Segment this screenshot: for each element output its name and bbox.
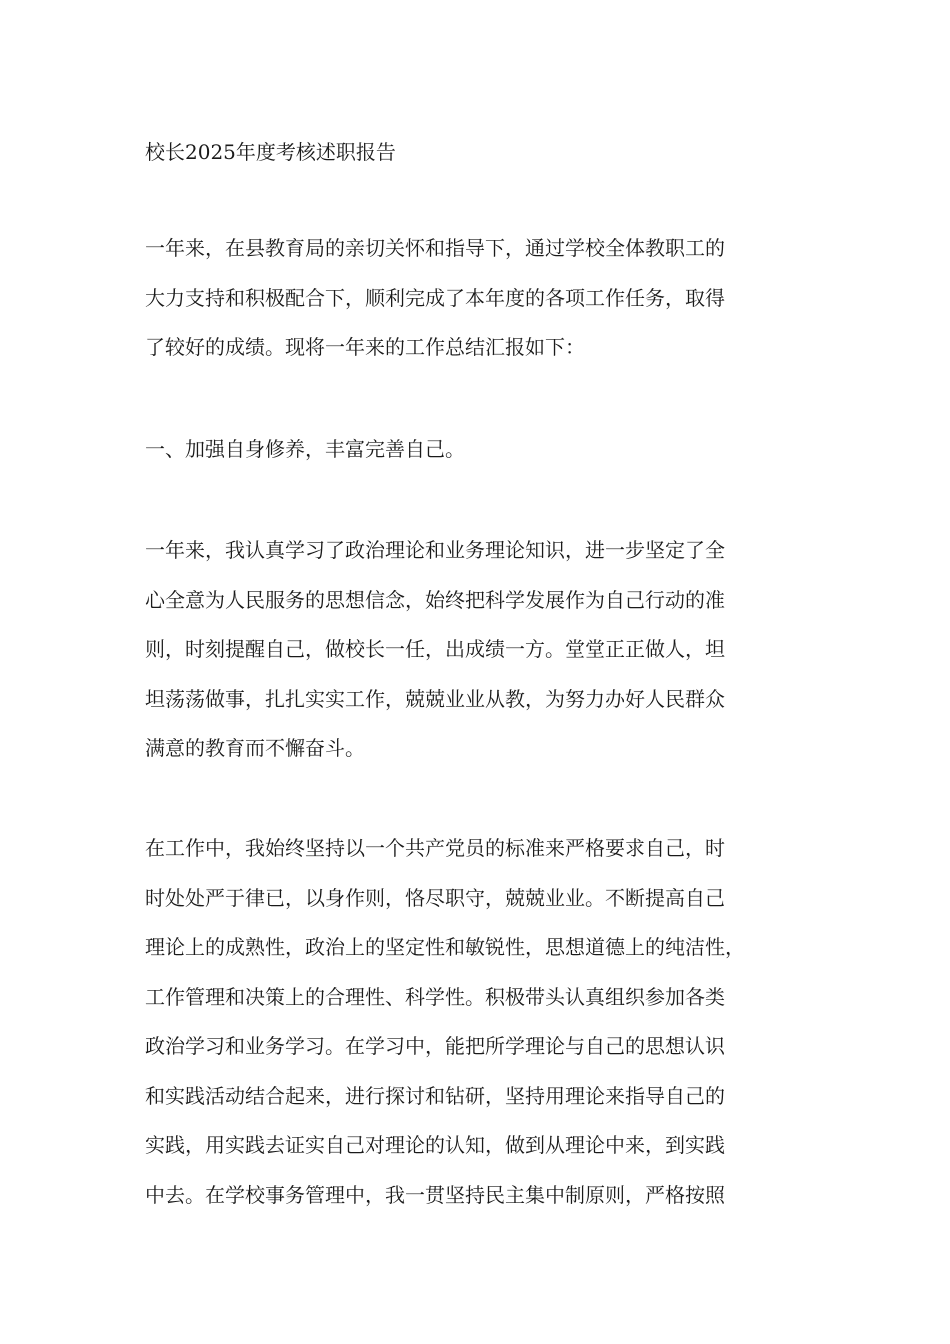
text-line: 政治学习和业务学习。在学习中，能把所学理论与自己的思想认识 xyxy=(145,1034,725,1058)
section-heading-1 xyxy=(145,425,810,475)
text-line: 心全意为人民服务的思想信念，始终把科学发展作为自己行动的准 xyxy=(145,587,725,612)
text-line: 一年来，我认真学习了政治理论和业务理论知识，进一步坚定了全 xyxy=(145,538,725,562)
paragraph-intro xyxy=(145,224,810,373)
text-line: 则，时刻提醒自己，做校长一任，出成绩一方。堂堂正正做人，坦 xyxy=(145,637,725,661)
text-line: 时处处严于律已，以身作则，恪尽职守，兢兢业业。不断提高自己 xyxy=(145,885,725,910)
text-line: 工作管理和决策上的合理性、科学性。积极带头认真组织参加各类 xyxy=(145,984,725,1009)
text-line: 理论上的成熟性，政治上的坚定性和敏锐性，思想道德上的纯洁性， xyxy=(145,935,745,959)
text-line: 一年来，在县教育局的亲切关怀和指导下，通过学校全体教职工的 xyxy=(145,236,725,260)
paragraph-self-cultivation xyxy=(145,526,810,774)
text-line: 中去。在学校事务管理中，我一贯坚持民主集中制原则，严格按照 xyxy=(145,1182,725,1207)
text-line: 和实践活动结合起来，进行探讨和钻研，坚持用理论来指导自己的 xyxy=(145,1083,725,1108)
text-line: 满意的教育而不懈奋斗。 xyxy=(145,736,365,760)
text-line: 一、加强自身修养，丰富完善自己。 xyxy=(145,437,465,461)
text-line: 了较好的成绩。现将一年来的工作总结汇报如下： xyxy=(145,335,585,359)
text-line: 在工作中，我始终坚持以一个共产党员的标准来严格要求自己，时 xyxy=(145,836,725,860)
text-line: 实践，用实践去证实自己对理论的认知，做到从理论中来，到实践 xyxy=(145,1133,725,1157)
document-title: 校长2025年度考核述职报告 xyxy=(145,140,396,164)
text-line: 大力支持和积极配合下，顺利完成了本年度的各项工作任务，取得 xyxy=(145,285,725,310)
text-line: 坦荡荡做事，扎扎实实工作，兢兢业业从教，为努力办好人民群众 xyxy=(145,686,725,711)
paragraph-work xyxy=(145,824,810,1220)
